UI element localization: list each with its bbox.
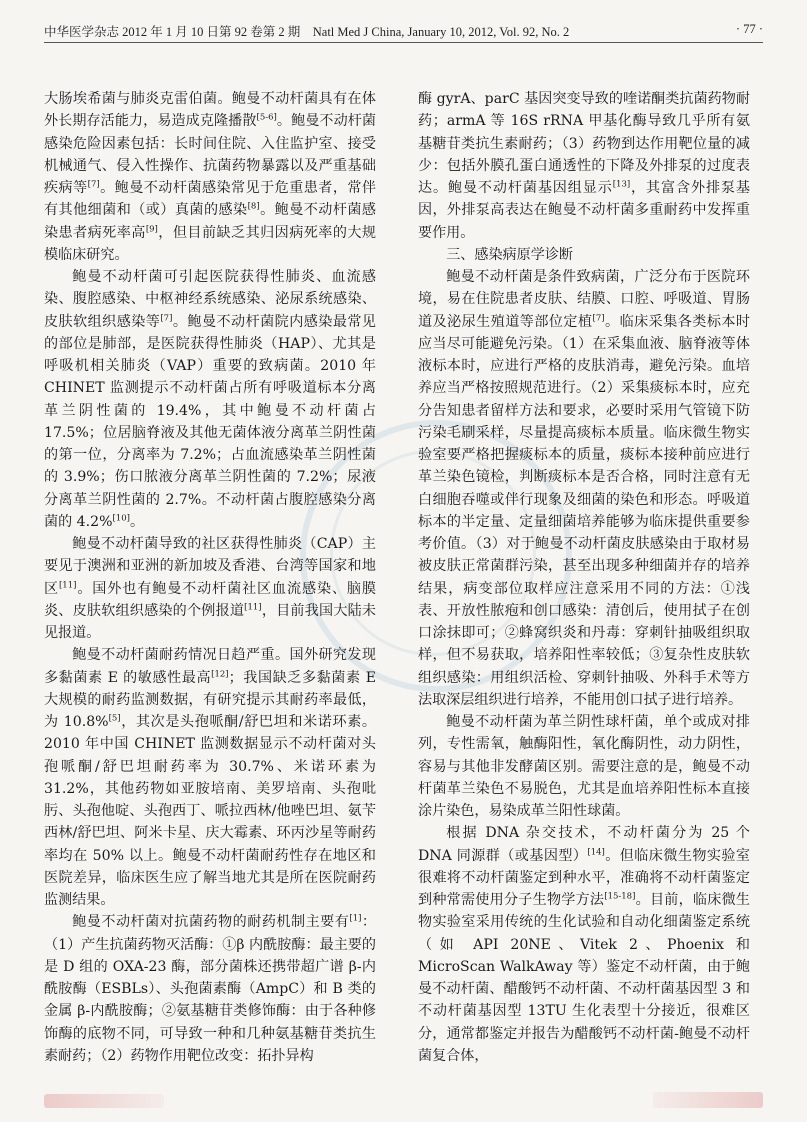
paragraph (418, 266, 750, 711)
text-run: 根据 DNA 杂交技术，不动杆菌分为 25 个 DNA 同源群（或基因型） (418, 825, 750, 864)
publisher-logo (44, 1094, 164, 1108)
text-run: ；我国缺乏多黏菌素 E 大规模的耐药监测数据，有研究提示其耐药率最低，为 10.8% (44, 669, 376, 730)
text-run: 鲍曼不动杆菌是条件致病菌，广泛分布于医院环境，易在住院患者皮肤、结膜、口腔、呼吸道、胃肠道及泌尿生殖道等部位定植 (418, 269, 750, 330)
citation-ref: [8] (247, 201, 260, 212)
citation-ref: [13] (612, 179, 631, 190)
text-run: 。但临床微生物实验室很难将不动杆菌鉴定到种水平，准确将不动杆菌鉴定到种常需使用分子生物学方法 (418, 847, 750, 908)
text-run: 。目前，临床微生物实验室采用传统的生化试验和自动化细菌鉴定系统（如 API 20NE、Vitek 2、Phoenix 和 MicroScan WalkAway 等）鉴定不动杆菌，由于鲍曼不动杆菌、醋酸钙不动杆菌、不动杆菌基因型 3 和不动杆菌基因型 13TU 生化表型十分接近，很难区分，通常都鉴定并报告为醋酸钙不动杆菌-鲍曼不动杆菌复合体， (418, 892, 750, 1064)
citation-ref: [7] (87, 179, 100, 190)
text-run: 。临床采集各类标本时应当尽可能避免污染。（1）在采集血液、脑脊液等体液标本时，应进行严格的皮肤消毒，避免污染。血培养应当严格按照规范进行。（2）采集痰标本时，应充分告知患者留样方法和要求，必要时采用气管镜下防污染毛刷采样，尽量提高痰标本质量。临床微生物实验室要严格把握痰标本的质量，痰标本接种前应进行革兰染色镜检，判断痰标本是否合格，同时注意有无白细胞吞噬或伴行现象及细菌的染色和形态。呼吸道标本的半定量、定量细菌培养能够为临床提供重要参考价值。（3）对于鲍曼不动杆菌皮肤感染由于取材易被皮肤正常菌群污染，甚至出现多种细菌并存的培养结果，病变部位取样应注意采用不同的方法：①浅表、开放性脓疱和创口感染：清创后，使用拭子在创口涂抹即可；②蜂窝织炎和丹毒：穿刺针抽吸组织取样，但不易获取，培养阳性率较低；③复杂性皮肤软组织感染：用组织活检、穿刺针抽吸、外科手术等方法取深层组织进行培养，不能用创口拭子进行培养。 (418, 313, 750, 708)
paragraph (418, 822, 750, 1067)
text-run: 。国外也有鲍曼不动杆菌社区血流感染、脑膜炎、皮肤软组织感染的个例报道 (44, 580, 376, 619)
text-run: 。鲍曼不动杆菌院内感染最常见的部位是肺部，是医院获得性肺炎（HAP）、尤其是呼吸机相关肺炎（VAP）重要的致病菌。2010 年 CHINET 监测提示不动杆菌占所有呼吸道标本分离革兰阴性菌的 19.4%，其中鲍曼不动杆菌占 17.5%；位居脑脊液及其他无菌体液分离革兰阴性菌的第一位，分离率为 7.2%；占血流感染革兰阴性菌的 3.9%；伤口脓液分离革兰阴性菌的 7.2%；尿液分离革兰阴性菌的 2.7%。不动杆菌占腹腔感染分离菌的 4.2% (44, 313, 376, 530)
running-header (44, 20, 763, 43)
paragraph (44, 88, 376, 266)
citation-ref: [1] (349, 913, 362, 924)
page-number: · 77 · (735, 22, 763, 36)
citation-ref: [7] (160, 312, 173, 323)
text-run: 。鲍曼不动杆菌感染危险因素包括：长时间住院、入住监护室、接受机械通气、侵入性操作、抗菌药物暴露以及严重基础疾病等 (44, 113, 376, 196)
text-run: 鲍曼不动杆菌对抗菌药物的耐药机制主要有 (72, 914, 350, 931)
section-heading (418, 244, 750, 266)
text-run: ，目前我国大陆未见报道。 (44, 602, 376, 641)
citation-ref: [5-6] (256, 112, 277, 123)
citation-ref: [7] (592, 312, 605, 323)
citation-ref: [11] (58, 579, 77, 590)
text-run: 鲍曼不动杆菌耐药情况日趋严重。国外研究发现多黏菌素 E 的敏感性最高 (44, 647, 376, 686)
citation-ref: [9] (145, 223, 158, 234)
citation-ref: [5] (108, 713, 121, 724)
text-run: 大肠埃希菌与肺炎克雷伯菌。鲍曼不动杆菌具有在体外长期存活能力，易造成克隆播散 (44, 91, 376, 130)
right-column (418, 88, 750, 1098)
left-column (44, 88, 376, 1098)
paragraph (418, 711, 750, 822)
text-run: ，其富含外排泵基因，外排泵高表达在鲍曼不动杆菌多重耐药中发挥重要作用。 (418, 180, 750, 241)
text-run: 鲍曼不动杆菌为革兰阴性球杆菌，单个或成对排列，专性需氧，触酶阳性，氧化酶阴性，动力阴性，容易与其他非发酵菌区别。需要注意的是，鲍曼不动杆菌革兰染色不易脱色，尤其是血培养阳性标本直接涂片染色，易染成革兰阳性球菌。 (418, 714, 750, 819)
paragraph (44, 644, 376, 911)
paragraph (418, 88, 750, 244)
paragraph (44, 911, 376, 1067)
text-run: 鲍曼不动杆菌可引起医院获得性肺炎、血流感染、腹腔感染、中枢神经系统感染、泌尿系统感染、皮肤软组织感染等 (44, 269, 376, 330)
citation-ref: [12] (211, 668, 229, 679)
citation-ref: [14] (587, 846, 605, 857)
text-run: ：（1）产生抗菌药物灭活酶：①β 内酰胺酶：最主要的是 D 组的 OXA-23 酶，部分菌株还携带超广谱 β-内酰胺酶（ESBLs）、头孢菌素酶（AmpC）和 B 类的金属 β-内酰胺酶；②氨基糖苷类修饰酶：由于各种修饰酶的底物不同，可导致一种和几种氨基糖苷类抗生素耐药；（2）药物作用靶位改变：拓扑异构 (44, 914, 376, 1064)
text-run: 。 (129, 513, 145, 530)
text-run: 鲍曼不动杆菌导致的社区获得性肺炎（CAP）主要见于澳洲和亚洲的新加坡及香港、台湾等国家和地区 (44, 536, 376, 597)
text-run: ，但目前缺乏其归因病死率的大规模临床研究。 (44, 224, 376, 263)
citation-ref: [11] (244, 602, 262, 613)
text-run: 三、感染病原学诊断 (446, 246, 574, 263)
citation-ref: [10] (112, 513, 130, 524)
paragraph (44, 533, 376, 644)
citation-ref: [15-18] (604, 891, 636, 902)
text-run: 酶 gyrA、parC 基因突变导致的喹诺酮类抗菌药物耐药；armA 等 16S rRNA 甲基化酶导致几乎所有氨基糖苷类抗生素耐药；（3）药物到达作用靶位量的减少：包括外膜孔蛋白通透性的下降及外排泵的过度表达。鲍曼不动杆菌基因组显示 (418, 91, 750, 196)
journal-citation: 中华医学杂志 2012 年 1 月 10 日第 92 卷第 2 期 Natl Med J China, January 10, 2012, Vol. 92, No. 2 (44, 25, 570, 39)
text-run: 。鲍曼不动杆菌感染患者病死率高 (44, 202, 376, 241)
text-run: ，其次是头孢哌酮/舒巴坦和米诺环素。2010 年中国 CHINET 监测数据显示不动杆菌对头孢哌酮/舒巴坦耐药率为 30.7%、米诺环素为 31.2%，其他药物如亚胺培南、美罗培南、头孢吡肟、头孢他啶、头孢西丁、哌拉西林/他唑巴坦、氨苄西林/舒巴坦、阿米卡星、庆大霉素、环丙沙星等耐药率均在 50% 以上。鲍曼不动杆菌耐药性存在地区和医院差异，临床医生应了解当地尤其是所在医院耐药监测结果。 (44, 714, 376, 908)
text-run: 。鲍曼不动杆菌感染常见于危重患者，常伴有其他细菌和（或）真菌的感染 (44, 180, 376, 219)
paragraph (44, 266, 376, 533)
footer-watermark (653, 1092, 763, 1108)
